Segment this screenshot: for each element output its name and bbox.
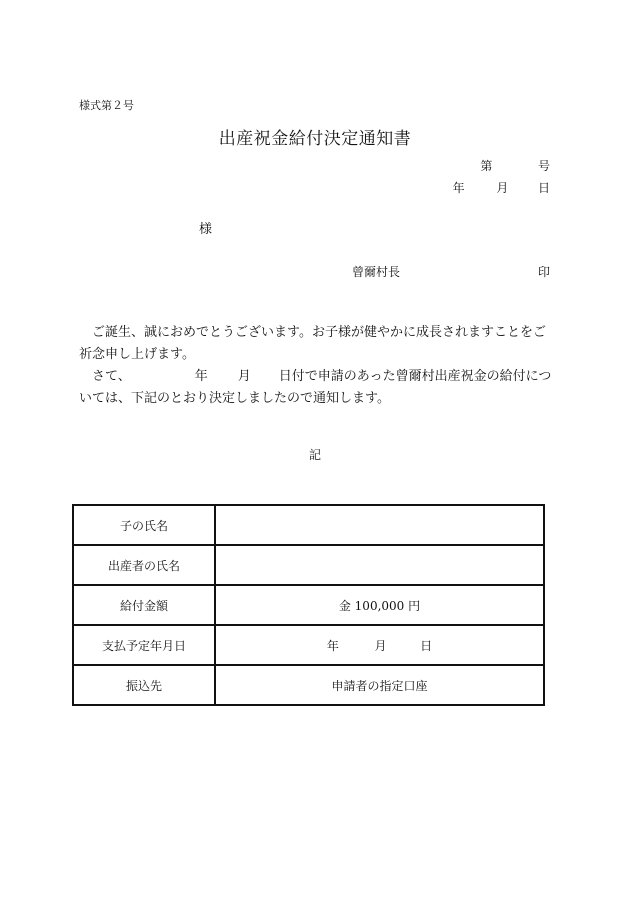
issuer-name: 曾爾村長 [352,265,401,279]
payment-year: 年 [326,638,339,653]
addressee-honorific: 様 [199,222,213,237]
row-label: 振込先 [73,665,215,705]
table-row [73,585,544,625]
row-value [215,505,544,545]
issue-date-day: 日 [537,181,550,195]
payment-date-value [215,625,544,665]
payment-month: 月 [374,638,387,653]
seal-mark: 印 [537,265,550,279]
table-row [73,545,544,585]
row-label: 子の氏名 [73,505,215,545]
row-value [215,545,544,585]
form-number: 様式第２号 [79,99,134,112]
issue-date [453,179,550,196]
table-row [73,505,544,545]
row-value: 申請者の指定口座 [215,665,544,705]
row-label: 給付金額 [73,585,215,625]
document-number [480,157,550,174]
notice-month: 月 [237,369,251,384]
document-number-suffix: 号 [537,159,550,173]
notice-paragraph [79,366,553,410]
table-row [73,665,544,705]
details-table [72,504,545,706]
table-row [73,625,544,665]
issue-date-year: 年 [452,181,465,195]
document-title: 出産祝金給付決定通知書 [218,129,412,149]
row-value: 金 100,000 円 [215,585,544,625]
notice-start: さて、 [79,369,131,384]
issue-date-month: 月 [496,181,509,195]
document-number-prefix: 第 [480,159,493,173]
notice-year: 年 [194,369,208,384]
row-label: 出産者の氏名 [73,545,215,585]
row-label: 支払予定年月日 [73,625,215,665]
greeting-paragraph: ご誕生、誠におめでとうございます。お子様が健やかに成長されますことをご祈念申し上げます。 [79,325,546,362]
notice-day-rest: 日付で申請のあった曾爾村出産祝金の給付については、下記のとおり決定しましたので通知します。 [79,369,552,406]
ki-heading: 記 [308,448,321,462]
payment-day: 日 [420,638,433,653]
